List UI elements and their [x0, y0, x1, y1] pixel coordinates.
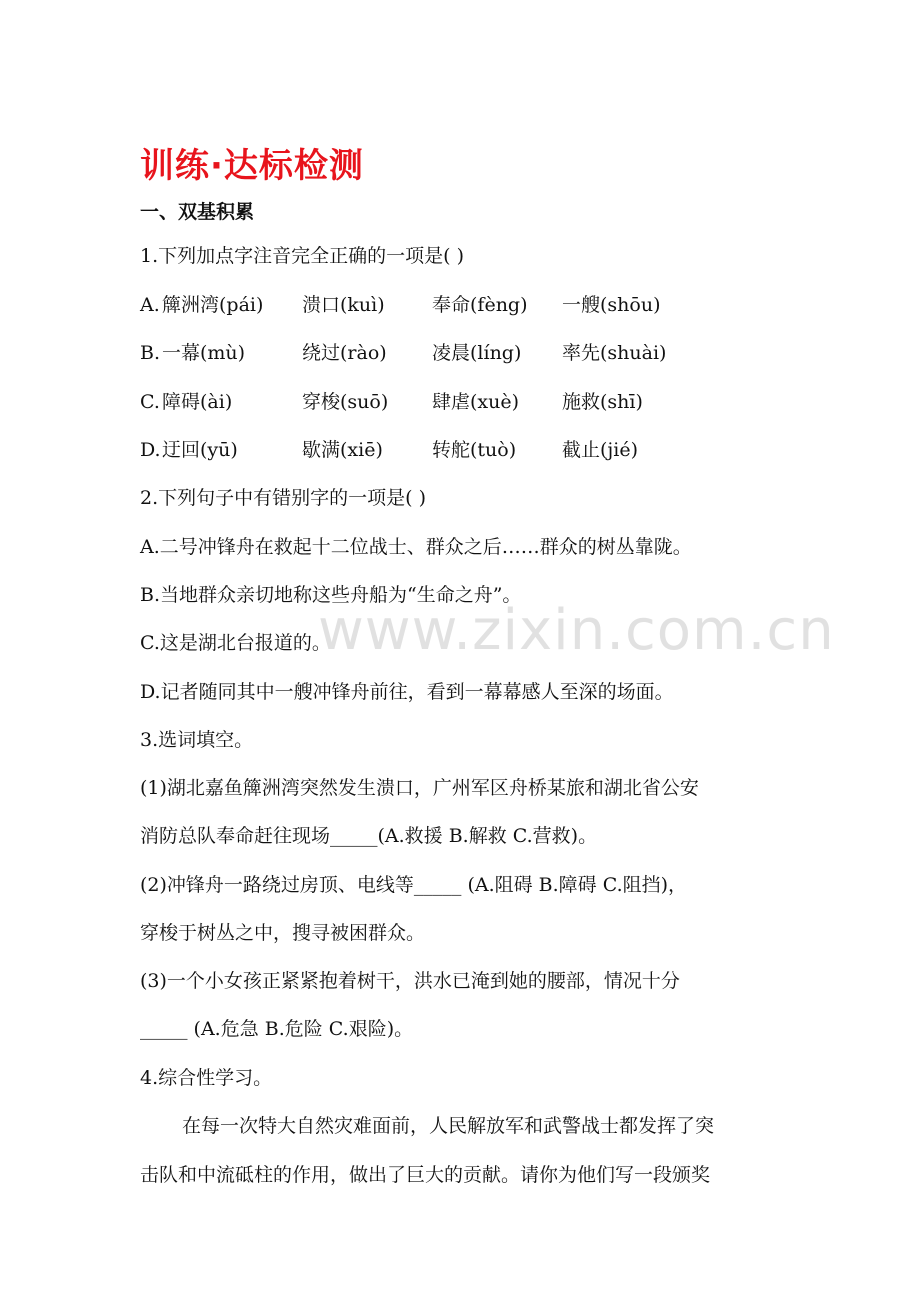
- q3-line: (3)一个小女孩正紧紧抱着树干，洪水已淹到她的腰部，情况十分: [140, 970, 680, 992]
- q1-option-item: 率先(shuài): [562, 342, 667, 364]
- q1-option-item: 绕过(rào): [302, 342, 387, 364]
- q1-option-item: 歇满(xiē): [302, 439, 383, 461]
- q1-option-item: 一幕(mù): [162, 342, 246, 364]
- q1-option-item: 转舵(tuò): [432, 439, 517, 461]
- q2-stem: 2.下列句子中有错别字的一项是( ): [140, 487, 426, 509]
- q1-option-label: A.: [140, 294, 160, 316]
- q1-option-item: 肆虐(xuè): [432, 391, 520, 413]
- q1-option-label: B.: [140, 342, 161, 364]
- q2-option-c: C.这是湖北台报道的。: [140, 632, 331, 654]
- q4-paragraph-line: 在每一次特大自然灾难面前，人民解放军和武警战士都发挥了突: [182, 1115, 715, 1137]
- q2-option-b: B.当地群众亲切地称这些舟船为“生命之舟”。: [140, 584, 522, 606]
- q1-option-label: C.: [140, 391, 160, 413]
- q3-line: (2)冲锋舟一路绕过房顶、电线等_____ (A.阻碍 B.障碍 C.阻挡)，: [140, 874, 688, 896]
- q4-stem: 4.综合性学习。: [140, 1067, 273, 1089]
- q1-option-item: 凌晨(líng): [432, 342, 522, 364]
- q3-stem: 3.选词填空。: [140, 729, 254, 751]
- q3-line: _____ (A.危急 B.危险 C.艰险)。: [140, 1018, 414, 1040]
- q2-option-d: D.记者随同其中一艘冲锋舟前往，看到一幕幕感人至深的场面。: [140, 681, 674, 703]
- q1-option-item: 簰洲湾(pái): [162, 294, 264, 316]
- q1-stem: 1.下列加点字注音完全正确的一项是( ): [140, 245, 464, 267]
- q1-option-label: D.: [140, 439, 161, 461]
- q1-option-item: 障碍(ài): [162, 391, 233, 413]
- q3-line: 消防总队奉命赶往现场_____(A.救援 B.解救 C.营救)。: [140, 825, 598, 847]
- q3-line: (1)湖北嘉鱼簰洲湾突然发生溃口，广州军区舟桥某旅和湖北省公安: [140, 777, 699, 799]
- page-title: 训练·达标检测: [140, 146, 364, 186]
- q4-paragraph-line: 击队和中流砥柱的作用，做出了巨大的贡献。请你为他们写一段颁奖: [140, 1164, 711, 1186]
- watermark-text: www.zixin.com.cn: [318, 598, 835, 663]
- q1-option-item: 溃口(kuì): [302, 294, 385, 316]
- q1-option-item: 奉命(fèng): [432, 294, 528, 316]
- q1-option-item: 一艘(shōu): [562, 294, 661, 316]
- q2-option-a: A.二号冲锋舟在救起十二位战士、群众之后……群众的树丛靠陇。: [140, 536, 692, 558]
- q1-option-item: 穿梭(suō): [302, 391, 389, 413]
- section-heading: 一、双基积累: [140, 201, 255, 223]
- q1-option-item: 迂回(yū): [162, 439, 238, 461]
- q3-line: 穿梭于树丛之中，搜寻被困群众。: [140, 922, 426, 944]
- q1-option-item: 施救(shī): [562, 391, 643, 413]
- q1-option-item: 截止(jié): [562, 439, 639, 461]
